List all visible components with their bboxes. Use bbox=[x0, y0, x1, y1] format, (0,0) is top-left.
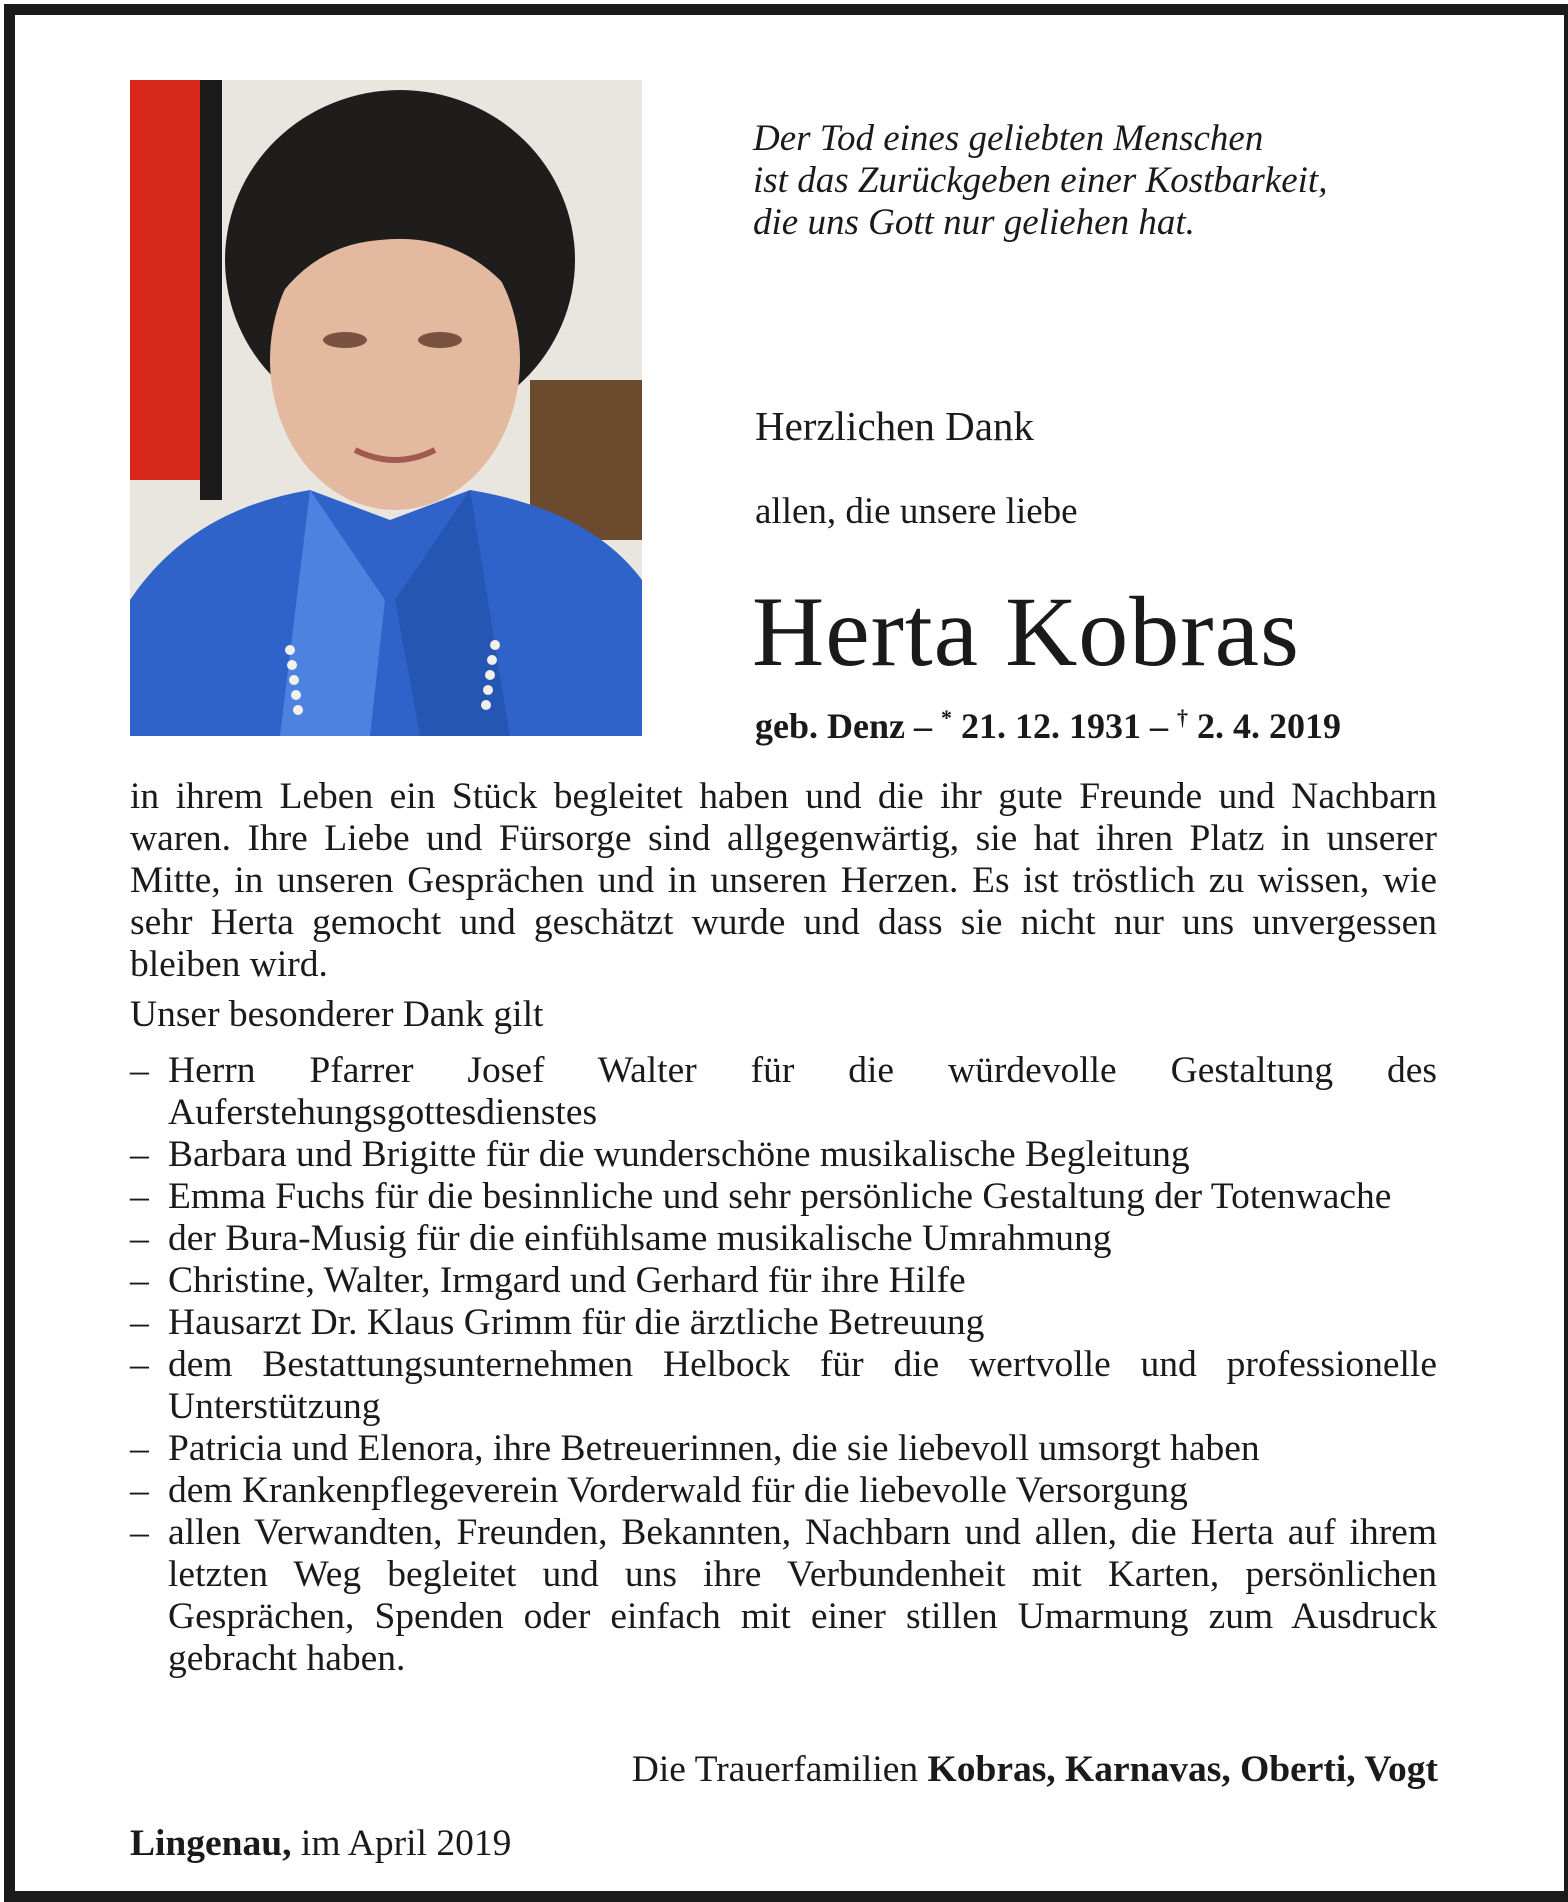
dash-bullet: – bbox=[130, 1344, 149, 1385]
list-item-text: Herrn Pfarrer Josef Walter für die würdevolle Gestaltung des Auferstehungsgottesdienstes bbox=[168, 1050, 1437, 1133]
special-thanks-heading: Unser besonderer Dank gilt bbox=[130, 994, 544, 1035]
maiden-name: geb. Denz bbox=[755, 706, 905, 746]
death-symbol: † bbox=[1176, 705, 1188, 730]
thanks-subheading: allen, die unsere liebe bbox=[755, 491, 1078, 532]
mourning-families bbox=[632, 1748, 1438, 1791]
dash-bullet: – bbox=[130, 1512, 149, 1553]
thanks-list bbox=[130, 1050, 1437, 1680]
list-item bbox=[130, 1512, 1437, 1680]
list-item-text: Hausarzt Dr. Klaus Grimm für die ärztliche Betreuung bbox=[168, 1302, 985, 1343]
death-date: 2. 4. 2019 bbox=[1187, 706, 1341, 746]
memorial-quote bbox=[753, 118, 1473, 244]
list-item-text: dem Krankenpflegeverein Vorderwald für die liebevolle Versorgung bbox=[168, 1470, 1188, 1511]
quote-line: Der Tod eines geliebten Menschen bbox=[753, 118, 1264, 159]
quote-line: ist das Zurückgeben einer Kostbarkeit, bbox=[753, 160, 1328, 201]
separator: – bbox=[904, 706, 941, 746]
list-item-text: allen Verwandten, Freunden, Bekannten, Nachbarn und allen, die Herta auf ihrem letzten Weg begleitet und uns ihre Verbundenheit mit Karten, persönlichen Gesprächen, Spenden oder einfach mit einer stillen Umarmung zum Ausdruck gebracht haben. bbox=[168, 1512, 1437, 1679]
list-item bbox=[130, 1176, 1437, 1218]
place-date-text: im April 2019 bbox=[291, 1823, 512, 1864]
list-item bbox=[130, 1302, 1437, 1344]
thanks-heading: Herzlichen Dank bbox=[755, 403, 1034, 449]
list-item-text: der Bura-Musig für die einfühlsame musikalische Umrahmung bbox=[168, 1218, 1112, 1259]
dash-bullet: – bbox=[130, 1176, 149, 1217]
list-item-text: Christine, Walter, Irmgard und Gerhard für ihre Hilfe bbox=[168, 1260, 966, 1301]
list-item-text: Barbara und Brigitte für die wunderschöne musikalische Begleitung bbox=[168, 1134, 1190, 1175]
dash-bullet: – bbox=[130, 1260, 149, 1301]
list-item bbox=[130, 1218, 1437, 1260]
dash-bullet: – bbox=[130, 1050, 149, 1091]
list-item bbox=[130, 1428, 1437, 1470]
birth-symbol: * bbox=[940, 705, 952, 730]
list-item bbox=[130, 1344, 1437, 1428]
place-date bbox=[130, 1822, 511, 1865]
dash-bullet: – bbox=[130, 1218, 149, 1259]
list-item-text: Emma Fuchs für die besinnliche und sehr persönliche Gestaltung der Totenwache bbox=[168, 1176, 1392, 1217]
obituary-body bbox=[130, 776, 1437, 1680]
list-item bbox=[130, 1260, 1437, 1302]
separator: – bbox=[1140, 706, 1177, 746]
deceased-name: Herta Kobras bbox=[752, 576, 1300, 687]
list-item bbox=[130, 1470, 1437, 1512]
dash-bullet: – bbox=[130, 1134, 149, 1175]
list-item bbox=[130, 1134, 1437, 1176]
list-item-text: dem Bestattungsunternehmen Helbock für die wertvolle und professionelle Unterstützung bbox=[168, 1344, 1437, 1427]
birth-date: 21. 12. 1931 bbox=[951, 706, 1141, 746]
list-item bbox=[130, 1050, 1437, 1134]
quote-line: die uns Gott nur geliehen hat. bbox=[753, 202, 1195, 243]
families-names: Kobras, Karnavas, Oberti, Vogt bbox=[927, 1749, 1438, 1790]
portrait-image bbox=[130, 80, 642, 736]
life-dates bbox=[755, 705, 1341, 747]
place-town: Lingenau, bbox=[130, 1823, 292, 1864]
families-prefix: Die Trauerfamilien bbox=[631, 1749, 928, 1790]
dash-bullet: – bbox=[130, 1302, 149, 1343]
intro-paragraph: in ihrem Leben ein Stück begleitet haben und die ihr gute Freunde und Nachbarn waren. Ihre Liebe und Fürsorge sind allgegenwärtig, sie hat ihren Platz in unserer Mitte, in unseren Gesprächen und in unseren Herzen. Es ist tröstlich zu wissen, wie sehr Herta gemocht und geschätzt wurde und dass sie nicht nur uns unvergessen bleiben wird. bbox=[130, 776, 1437, 985]
list-item-text: Patricia und Elenora, ihre Betreuerinnen, die sie liebevoll umsorgt haben bbox=[168, 1428, 1260, 1469]
portrait-photo bbox=[130, 80, 642, 736]
dash-bullet: – bbox=[130, 1428, 149, 1469]
dash-bullet: – bbox=[130, 1470, 149, 1511]
